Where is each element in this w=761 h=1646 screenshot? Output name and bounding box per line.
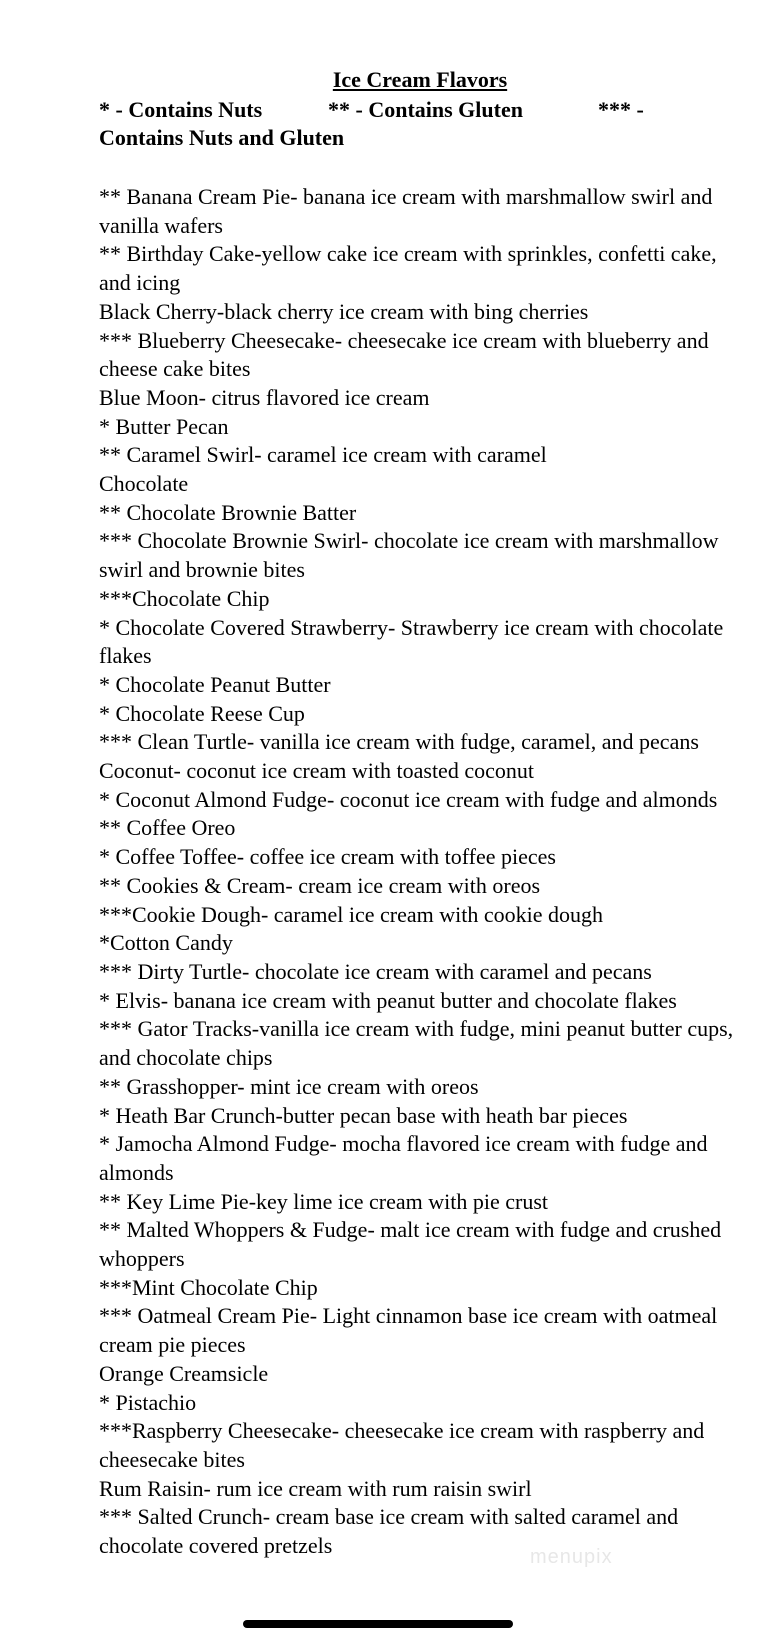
- flavor-item: *** Clean Turtle- vanilla ice cream with fudge, caramel, and pecans: [99, 729, 699, 755]
- flavor-item: * Heath Bar Crunch-butter pecan base with heath bar pieces: [99, 1102, 628, 1128]
- flavor-item: * Coconut Almond Fudge- coconut ice cream with fudge and almonds: [99, 786, 718, 812]
- flavor-item: ***Chocolate Chip: [99, 585, 270, 611]
- flavor-item: ** Chocolate Brownie Batter: [99, 499, 357, 525]
- flavor-item: *Cotton Candy: [99, 930, 233, 956]
- flavor-item: ***Mint Chocolate Chip: [99, 1274, 318, 1300]
- flavor-item: Rum Raisin- rum ice cream with rum raisin swirl: [99, 1475, 532, 1501]
- flavor-item: ** Key Lime Pie-key lime ice cream with pie crust: [99, 1188, 549, 1214]
- flavor-item: Black Cherry-black cherry ice cream with bing cherries: [99, 298, 589, 324]
- page-title: Ice Cream Flavors: [332, 67, 508, 92]
- flavor-item: * Jamocha Almond Fudge- mocha flavored ice cream with fudge and almonds: [99, 1131, 708, 1185]
- flavor-item: * Chocolate Reese Cup: [99, 700, 305, 726]
- flavor-item: * Chocolate Peanut Butter: [99, 671, 331, 697]
- home-indicator[interactable]: [243, 1620, 513, 1628]
- flavor-list: [99, 183, 739, 1561]
- watermark-logo: menupix: [530, 1546, 613, 1568]
- flavor-item: ** Grasshopper- mint ice cream with oreos: [99, 1073, 479, 1099]
- flavor-item: ** Cookies & Cream- cream ice cream with oreos: [99, 872, 541, 898]
- legend-both-text: Contains Nuts and Gluten: [99, 125, 345, 150]
- allergen-legend: [99, 96, 659, 152]
- flavor-item: ** Banana Cream Pie- banana ice cream with marshmallow swirl and vanilla wafers: [99, 184, 713, 238]
- flavor-item: *** Blueberry Cheesecake- cheesecake ice cream with blueberry and cheese cake bites: [99, 327, 709, 382]
- flavor-item: ***Cookie Dough- caramel ice cream with cookie dough: [99, 901, 604, 927]
- legend-both-prefix: *** -: [598, 97, 644, 122]
- flavor-item: * Butter Pecan: [99, 413, 229, 439]
- flavor-item: ** Birthday Cake-yellow cake ice cream with sprinkles, confetti cake, and icing: [99, 241, 717, 296]
- flavor-item: *** Oatmeal Cream Pie- Light cinnamon base ice cream with oatmeal cream pie pieces: [99, 1303, 718, 1358]
- flavor-item: ** Malted Whoppers & Fudge- malt ice cream with fudge and crushed whoppers: [99, 1217, 722, 1272]
- flavor-item: *** Dirty Turtle- chocolate ice cream with caramel and pecans: [99, 958, 652, 984]
- flavor-item: Blue Moon- citrus flavored ice cream: [99, 384, 430, 410]
- flavor-item: * Pistachio: [99, 1389, 197, 1415]
- flavor-item: ** Caramel Swirl- caramel ice cream with caramel: [99, 442, 547, 468]
- flavor-item: Coconut- coconut ice cream with toasted coconut: [99, 758, 534, 784]
- flavor-item: *** Salted Crunch- cream base ice cream with salted caramel and chocolate covered pretzels: [99, 1504, 679, 1559]
- legend-gluten: ** - Contains Gluten: [328, 97, 523, 122]
- flavor-item: ***Raspberry Cheesecake- cheesecake ice cream with raspberry and cheesecake bites: [99, 1418, 705, 1472]
- flavor-item: *** Chocolate Brownie Swirl- chocolate ice cream with marshmallow swirl and brownie bites: [99, 528, 719, 583]
- flavor-item: Chocolate: [99, 471, 189, 497]
- flavor-item: Orange Creamsicle: [99, 1360, 269, 1386]
- legend-nuts: * - Contains Nuts: [99, 97, 263, 122]
- flavor-item: * Chocolate Covered Strawberry- Strawberry ice cream with chocolate flakes: [99, 614, 724, 669]
- flavor-item: * Elvis- banana ice cream with peanut butter and chocolate flakes: [99, 987, 677, 1013]
- flavor-item: *** Gator Tracks-vanilla ice cream with fudge, mini peanut butter cups, and chocolate chips: [99, 1016, 734, 1071]
- flavor-item: * Coffee Toffee- coffee ice cream with toffee pieces: [99, 844, 556, 870]
- flavor-item: ** Coffee Oreo: [99, 815, 236, 841]
- legend-row: [99, 96, 659, 124]
